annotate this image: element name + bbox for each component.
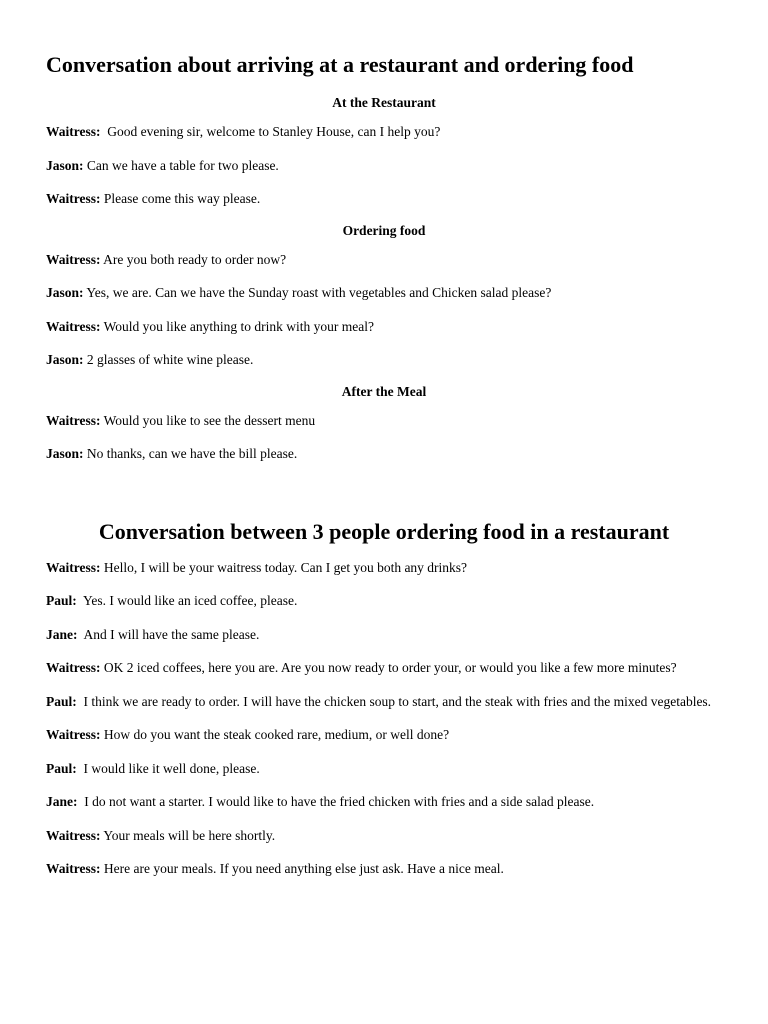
dialogue-text: Hello, I will be your waitress today. Can I get you both any drinks? [100,559,468,575]
dialogue-text: Good evening sir, welcome to Stanley House, can I help you? [100,124,441,139]
dialogue-line [46,694,722,711]
dialogue-text: I do not want a starter. I would like to have the fried chicken with fries and a side salad please. [77,794,595,809]
dialogue-line [46,319,722,336]
speaker-label: Waitress: [46,559,101,575]
dialogue-line [46,252,722,269]
dialogue-line [46,794,722,811]
dialogue-line [46,352,722,369]
speaker-label: Waitress: [46,660,101,675]
dialogue-line [46,861,722,878]
dialogue-line [46,560,722,577]
section-heading-after-the-meal: After the Meal [341,383,427,399]
dialogue-text: I think we are ready to order. I will have the chicken soup to start, and the steak with fries and the mixed vegetables. [76,693,712,709]
dialogue-line [46,124,722,141]
speaker-label: Waitress: [46,124,101,139]
speaker-label: Jason: [46,157,84,173]
dialogue-text: Please come this way please. [100,191,261,206]
dialogue-line [46,285,722,302]
section-heading-ordering-food: Ordering food [342,222,426,238]
dialogue-line [46,446,722,463]
speaker-label: Jason: [46,285,84,300]
dialogue-line [46,660,722,677]
dialogue-line [46,727,722,744]
speaker-label: Waitress: [46,861,101,876]
dialogue-text: Would you like anything to drink with your meal? [100,318,375,334]
speaker-label: Paul: [46,693,77,709]
section-heading-at-the-restaurant: At the Restaurant [332,95,436,110]
dialogue-text: No thanks, can we have the bill please. [83,446,298,461]
speaker-label: Waitress: [46,191,101,206]
speaker-label: Waitress: [46,251,101,267]
speaker-label: Waitress: [46,827,101,843]
dialogue-line [46,593,722,610]
dialogue-text: Yes, we are. Can we have the Sunday roast with vegetables and Chicken salad please? [83,285,552,300]
dialogue-line [46,828,722,845]
dialogue-text: 2 glasses of white wine please. [83,352,254,367]
dialogue-text: Your meals will be here shortly. [100,827,276,843]
speaker-label: Waitress: [46,318,101,334]
dialogue-text: Would you like to see the dessert menu [100,412,316,428]
dialogue-line [46,191,722,208]
dialogue-line [46,413,722,430]
conversation-1-title: Conversation about arriving at a restaurant and ordering food [46,52,634,77]
dialogue-text: Here are your meals. If you need anything else just ask. Have a nice meal. [100,861,504,876]
speaker-label: Jason: [46,352,84,367]
dialogue-text: Are you both ready to order now? [100,251,287,267]
dialogue-text: I would like it well done, please. [76,760,260,776]
speaker-label: Paul: [46,593,77,608]
dialogue-text: Yes. I would like an iced coffee, please. [76,593,298,608]
dialogue-text: Can we have a table for two please. [83,157,279,173]
speaker-label: Jane: [46,626,78,642]
dialogue-text: OK 2 iced coffees, here you are. Are you now ready to order your, or would you like a few more minutes? [100,660,677,675]
speaker-label: Jane: [46,794,78,809]
speaker-label: Waitress: [46,412,101,428]
dialogue-text: And I will have the same please. [77,626,260,642]
conversation-2-title: Conversation between 3 people ordering food in a restaurant [98,518,670,544]
dialogue-line [46,158,722,175]
dialogue-line [46,761,722,778]
dialogue-text: How do you want the steak cooked rare, medium, or well done? [100,727,450,742]
speaker-label: Paul: [46,760,77,776]
speaker-label: Waitress: [46,727,101,742]
dialogue-line [46,627,722,644]
speaker-label: Jason: [46,446,84,461]
